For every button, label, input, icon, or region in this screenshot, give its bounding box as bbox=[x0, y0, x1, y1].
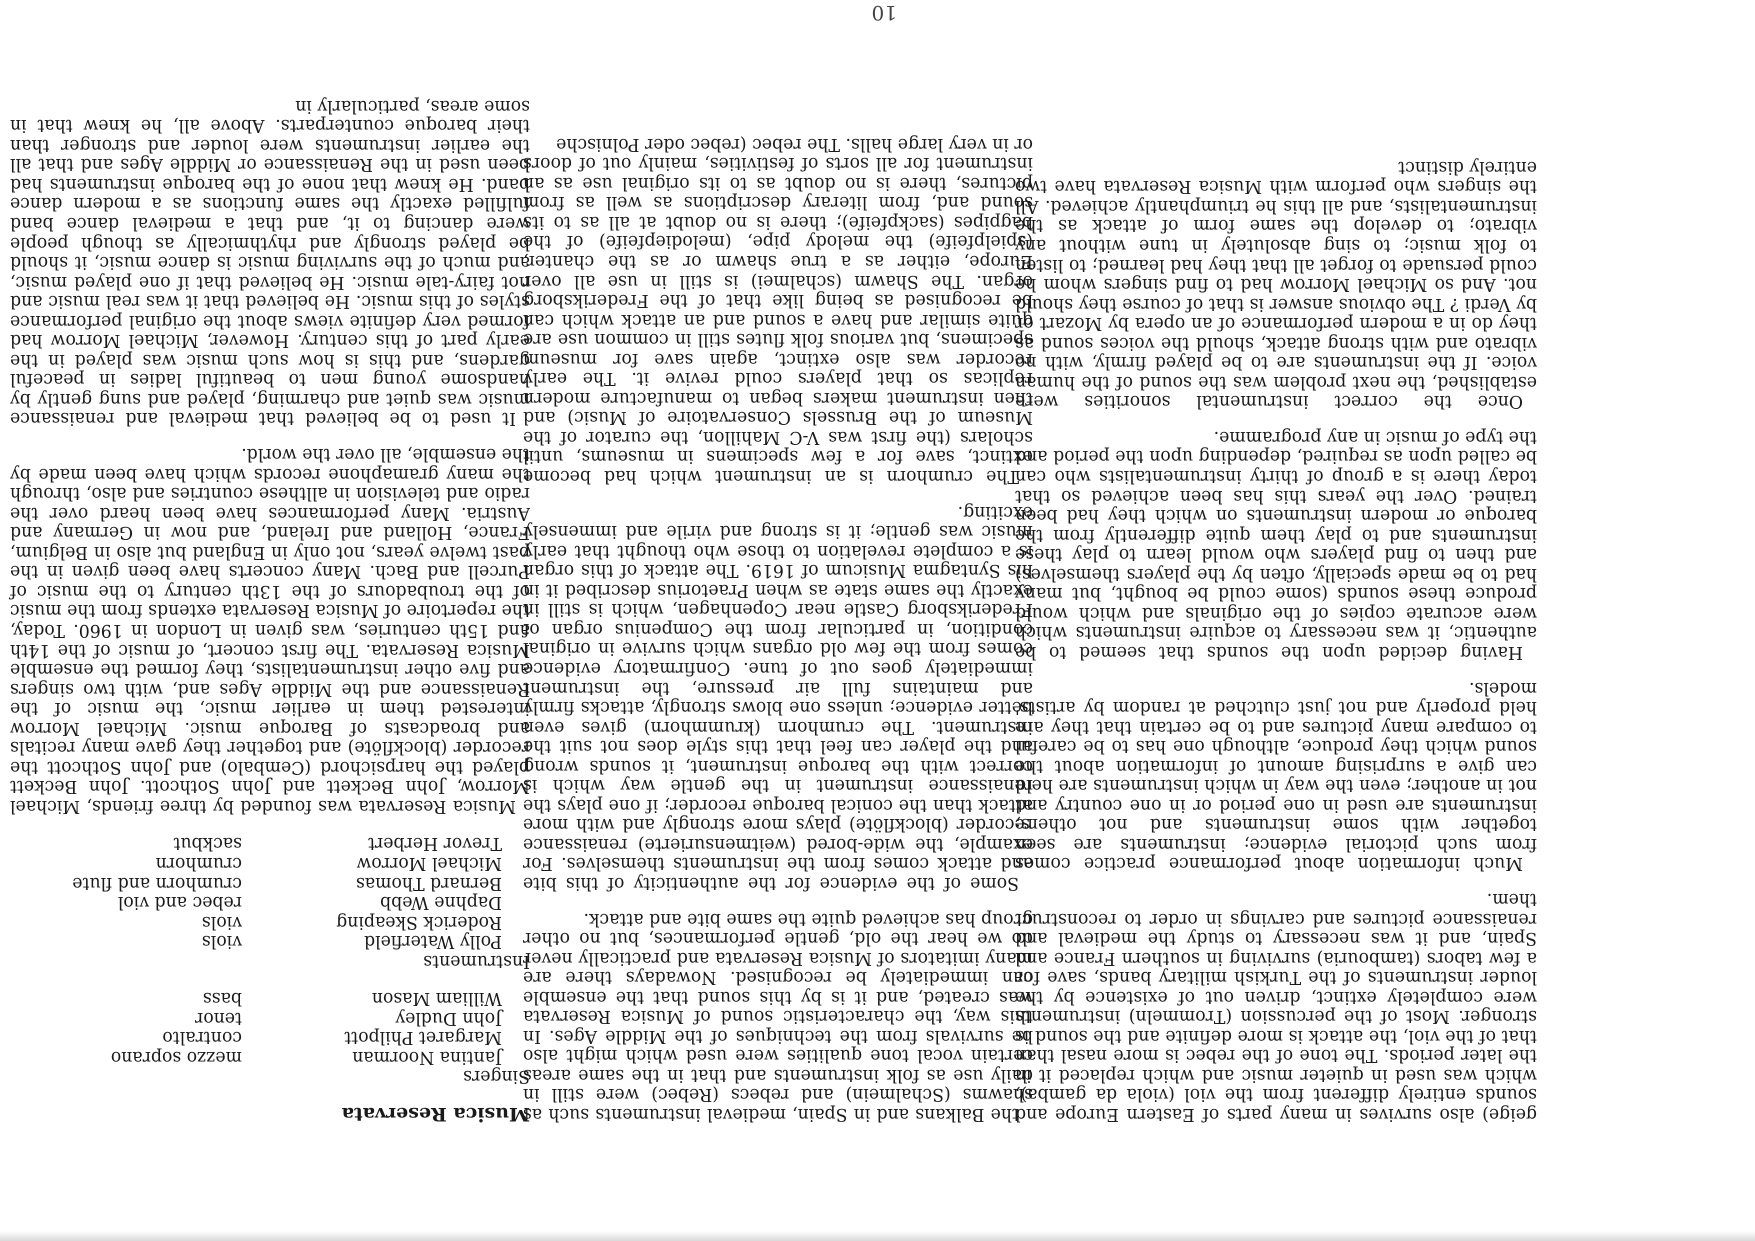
page-number: 10 bbox=[871, 1, 897, 25]
player-name: Trevor Herbert bbox=[368, 833, 502, 854]
paragraph: Once the correct instrumental sonorities were established, the next problem was the sound of the human voice. If the instruments are to be played firmly, with no vibrato and with strong attack, should the voices sound as they do in a modern performance of an opera by Mozart or by Verdi ? The obvious answer is that of course they should not. And so Michael Morrow had to find singers whom he could persuade to forget all that they had learned; to listen to folk music; to sing absolutely in tune without any vibrato; to develop the same form of attack as the instrumentalists, and all this he triumphantly achieved. All the singers who perform with Musica Reservata have two entirely distinct bbox=[1015, 156, 1537, 412]
singer-part: bass bbox=[202, 988, 242, 1009]
singer-name: William Mason bbox=[371, 988, 502, 1009]
singer-part: mezzo soprano bbox=[110, 1046, 242, 1067]
singers-roster bbox=[10, 988, 502, 1066]
paragraph: geige) also survives in many parts of Eastern Europe and sounds entirely different from the viol (viola da gamba), which was used in quieter music and which replaced it in the later periods. The tone of the rebec is more nasal than that of the viol, the attack is more definite and the sound is stronger. Most of the percussion (Trommeln) instruments were completely extinct, driven out of existence by the louder instruments of the Turkish military bands, save for a few tabors (tambouria) surviving in southern France and Spain, and it was necessary to study the medieval and renaissance pictures and carvings in order to reconstruct them. bbox=[1015, 888, 1537, 1124]
page-title: Musica Reservata bbox=[341, 1103, 530, 1125]
player-instrument: crumhorn and flute bbox=[72, 872, 242, 893]
column-left bbox=[1015, 156, 1537, 1123]
paragraph: the Balkans and in Spain, medieval instruments such as shawms (Schalmein) and rebecs (Rebec) were still in daily use as folk instruments and that in the same areas certain vocal tone qualities were used which might also be survivals from the techniques of the Middle Ages. In this way, the characteristic sound of Musica Reservata was created, and it is by this sound that the ensemble can immediately be recognised. Nowadays there are many imitators of Musica Reservata and practically never do we hear the old, gentle performances, but no other group has achieved quite the same bite and attack. bbox=[523, 908, 1033, 1124]
singer-name: John Dudley bbox=[395, 1007, 502, 1028]
player-name: Polly Waterfield bbox=[364, 931, 502, 952]
column-right bbox=[10, 95, 530, 1123]
scan-edge bbox=[0, 1231, 1755, 1241]
instruments-label: Instruments bbox=[423, 950, 530, 971]
singer-name: Jantina Noorman bbox=[352, 1046, 502, 1067]
paragraph: It used to be believed that medieval and renaissance music was quiet and charming, played and sung gently by handsome young men to beautiful ladies in peaceful gardens, and this is how such music was played in the early part of this century. However, Michael Morrow had formed very definite views about the original performance styles of this music. He believed that it was real music and not fairy-tale music. He believed that if one played music, and much of the surviving music is dance music, it should be played strongly and rhythmically as though people were dancing to it, and that a medieval dance band fulfilled exactly the same functions as a modern dance band. He knew that none of the baroque instruments had been used in the Renaissance or Middle Ages and that all the earlier instruments were louder and stronger than their baroque counterparts. Above all, he knew that in some areas, particularly in bbox=[10, 95, 530, 429]
instruments-roster bbox=[10, 833, 502, 950]
player-instrument: crumhorn bbox=[155, 852, 242, 873]
player-instrument: sackbut bbox=[173, 833, 242, 854]
singer-part: contralto bbox=[162, 1027, 242, 1048]
paragraph: Some of the evidence for the authenticity of this bite and attack comes from the instruments themselves. For example, the wide-bored (weitmensurierte) renaissance recorder (blockflöte) plays more strongly and with more attack than the conical baroque recorder; if one plays the renaissance instrument in the gentle way which is correct with the baroque instrument, it sounds wrong and the player can feel that this style does not suit the instrument. The crumhorn (krummhorn) gives even better evidence; unless one blows strongly, attacks firmly and maintains full air pressure, the instrument immediately goes out of tune. Confirmatory evidence comes from the few old organs which survive in original condition, in particular from the Compenius organ of Frederiksborg Castle near Copenhagen, which is still in exactly the same state as when Praetorius described it in his Syntagma Musicum of 1619. The attack of this organ is a complete revelation to those who thought that early music was gentle; it is strong and virile and immensely exciting. bbox=[523, 501, 1033, 893]
player-instrument: viols bbox=[201, 931, 242, 952]
player-instrument: viols bbox=[201, 911, 242, 932]
paragraph: Having decided upon the sounds that seemed to be authentic, it was necessary to acquire instruments which were accurate copies of the originals and which would produce these sounds (some could be bought, but many had to be made specially, often by the players themselves) and then to find players who would learn to play these instruments and to play them quite differently from the baroque or modern instruments on which they had been trained. Over the years this has been achieved so that today there is a group of thirty instrumentalists who can be called upon as required, depending upon the period and the type of music in any programme. bbox=[1015, 426, 1537, 662]
paragraph: Musica Reservata was founded by three friends, Michael Morrow, John Beckett and John Sothcott. John Beckett played the harpsichord (Cembalo) and John Sothcott the recorder (blockflöte) and together they gave many recitals and broadcasts of Baroque music. Michael Morrow interested them in earlier music, the music of the Renaissance and the Middle Ages and, with two singers and five other instrumentalists, they formed the ensemble Musica Reservata. The first concert, of music of the 14th and 15th centuries, was given in London in 1960. Today, the repertoire of Musica Reservata extends from the music of the troubadours of the 13th century to the music of Purcell and Bach. Many concerts have been given in the past twelve years, not only in England but also in Belgium, France, Holland and Ireland, and now in Germany and Austria. Many performances have been heard over the radio and television in allthese countries and also, through the many gramaphone records which have been made by the ensemble, all over the world. bbox=[10, 444, 530, 816]
player-instrument: rebec and viol bbox=[117, 892, 242, 913]
singer-part: tenor bbox=[195, 1007, 242, 1028]
player-name: Michael Morrow bbox=[356, 852, 502, 873]
paragraph: Much information about performance practice comes from such pictorial evidence; instruments are seen together with some instruments and not others; instruments are used in one period or in one country and not in another; even the way in which instruments are held can give a surprising amount of information about the sound which they produce, although one has to be careful to compare many pictures and to be certain that they are held properly and not just clutched at random by artists' models. bbox=[1015, 677, 1537, 874]
singers-label: Singers bbox=[463, 1066, 530, 1087]
player-name: Bernard Thomas bbox=[355, 872, 502, 893]
player-name: Daphne Webb bbox=[380, 892, 502, 913]
column-middle bbox=[523, 133, 1033, 1123]
paragraph: The crumhorn is an instrument which had become extinct, save for a few specimens in museums, until scholars (the first was V-C Mahillon, the curator of the Museum of the Brussels Conservatoire of Music) and then instrument makers began to manufacture modern replicas so that players could revive it. The early recorder was also extinct, again save for museum specimens, but various folk flutes still in common use are quite similar and have a sound and an attack which can be recognised as being like that of the Frederiksborg organ. The Shawm (schalmei) is still in use all over Europe, either as a true shawm or as the chanter, (spielpfeife) the melody pipe, (melodiepfeife) of the bagpipes (sackpfeife); there is no doubt at all as to its sound and, from literary descriptions as well as from pictures, there is no doubt as to its original use as an instrument for all sorts of festivities, mainly out of doors or in very large halls. The rebec (rebec oder Polnische bbox=[523, 133, 1033, 487]
player-name: Roderick Skeaping bbox=[336, 911, 502, 932]
singer-name: Margaret Philpott bbox=[344, 1027, 502, 1048]
